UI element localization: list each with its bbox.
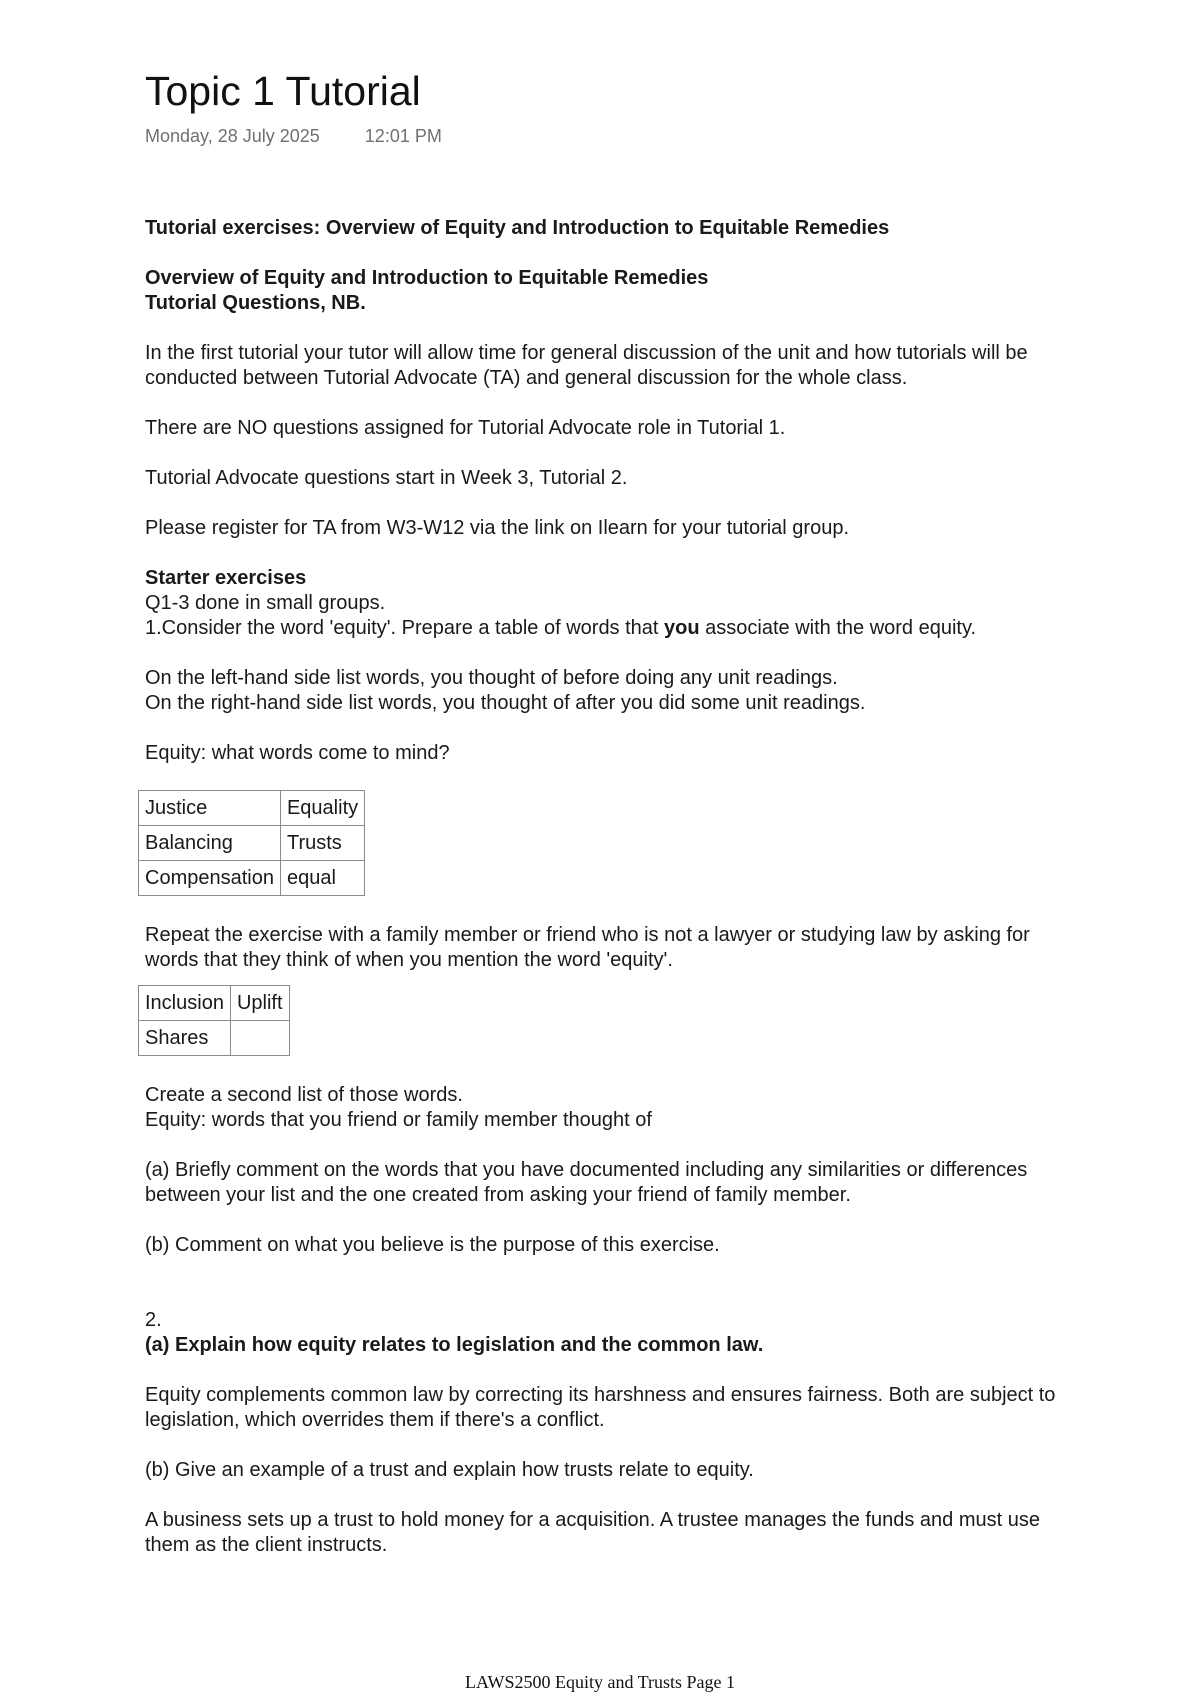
question-1a: (a) Briefly comment on the words that you have documented including any similarities or differences between your list and the one created from asking your friend of family member. xyxy=(145,1159,1028,1206)
table-cell: Balancing xyxy=(139,826,281,861)
mind-question: Equity: what words come to mind? xyxy=(145,742,450,764)
left-side-instruction: On the left-hand side list words, you thought of before doing any unit readings. xyxy=(145,667,838,689)
register-note: Please register for TA from W3-W12 via the link on Ilearn for your tutorial group. xyxy=(145,517,850,539)
page-meta xyxy=(145,126,442,147)
heading-questions: Tutorial Questions, NB. xyxy=(145,292,366,314)
table-cell: Justice xyxy=(139,791,281,826)
words-table-2 xyxy=(138,985,290,1056)
second-list-note: Create a second list of those words. xyxy=(145,1084,463,1106)
question-2b-answer: A business sets up a trust to hold money for a acquisition. A trustee manages the funds and must use them as the client instructs. xyxy=(145,1509,1040,1556)
question-1b: (b) Comment on what you believe is the purpose of this exercise. xyxy=(145,1234,720,1256)
repeat-paragraph: Repeat the exercise with a family member or friend who is not a lawyer or studying law by asking for words that they think of when you mention the word 'equity'. xyxy=(145,924,1030,971)
table-cell: Shares xyxy=(139,1021,231,1056)
table-cell: Trusts xyxy=(280,826,364,861)
question-1 xyxy=(145,616,1065,641)
page-date: Monday, 28 July 2025 xyxy=(145,126,320,146)
question-2a: (a) Explain how equity relates to legislation and the common law. xyxy=(145,1334,764,1356)
table-row xyxy=(139,861,365,896)
table-row xyxy=(139,791,365,826)
heading-main: Tutorial exercises: Overview of Equity and Introduction to Equitable Remedies xyxy=(145,217,890,239)
question-1-emphasis: you xyxy=(664,617,700,639)
ta-start-note: Tutorial Advocate questions start in Week 3, Tutorial 2. xyxy=(145,467,628,489)
table-cell: Inclusion xyxy=(139,986,231,1021)
no-questions-note: There are NO questions assigned for Tutorial Advocate role in Tutorial 1. xyxy=(145,417,786,439)
question-2-number: 2. xyxy=(145,1309,162,1331)
page-time: 12:01 PM xyxy=(364,126,442,146)
starter-groups: Q1-3 done in small groups. xyxy=(145,592,386,614)
heading-sub: Overview of Equity and Introduction to Equitable Remedies xyxy=(145,267,709,289)
question-2b: (b) Give an example of a trust and explain how trusts relate to equity. xyxy=(145,1459,754,1481)
question-1-text-end: associate with the word equity. xyxy=(699,617,977,639)
question-2a-answer: Equity complements common law by correcting its harshness and ensures fairness. Both are subject to legislation, which overrides them if there's a conflict. xyxy=(145,1384,1056,1431)
page-footer: LAWS2500 Equity and Trusts Page 1 xyxy=(464,1672,736,1692)
right-side-instruction: On the right-hand side list words, you thought of after you did some unit readings. xyxy=(145,692,866,714)
intro-paragraph: In the first tutorial your tutor will allow time for general discussion of the unit and how tutorials will be conducted between Tutorial Advocate (TA) and general discussion for the whole class. xyxy=(145,342,1028,389)
table-cell xyxy=(230,1021,289,1056)
page-title: Topic 1 Tutorial xyxy=(145,68,421,114)
table-cell: equal xyxy=(280,861,364,896)
table-cell: Equality xyxy=(280,791,364,826)
table-row xyxy=(139,1021,290,1056)
table-row xyxy=(139,826,365,861)
words-table-1 xyxy=(138,790,365,896)
table-cell: Uplift xyxy=(230,986,289,1021)
table-row xyxy=(139,986,290,1021)
starter-heading: Starter exercises xyxy=(145,567,307,589)
question-1-text-start: 1.Consider the word 'equity'. Prepare a table of words that xyxy=(145,617,665,639)
friend-words-note: Equity: words that you friend or family member thought of xyxy=(145,1109,652,1131)
table-cell: Compensation xyxy=(139,861,281,896)
note-content xyxy=(145,216,1065,1558)
